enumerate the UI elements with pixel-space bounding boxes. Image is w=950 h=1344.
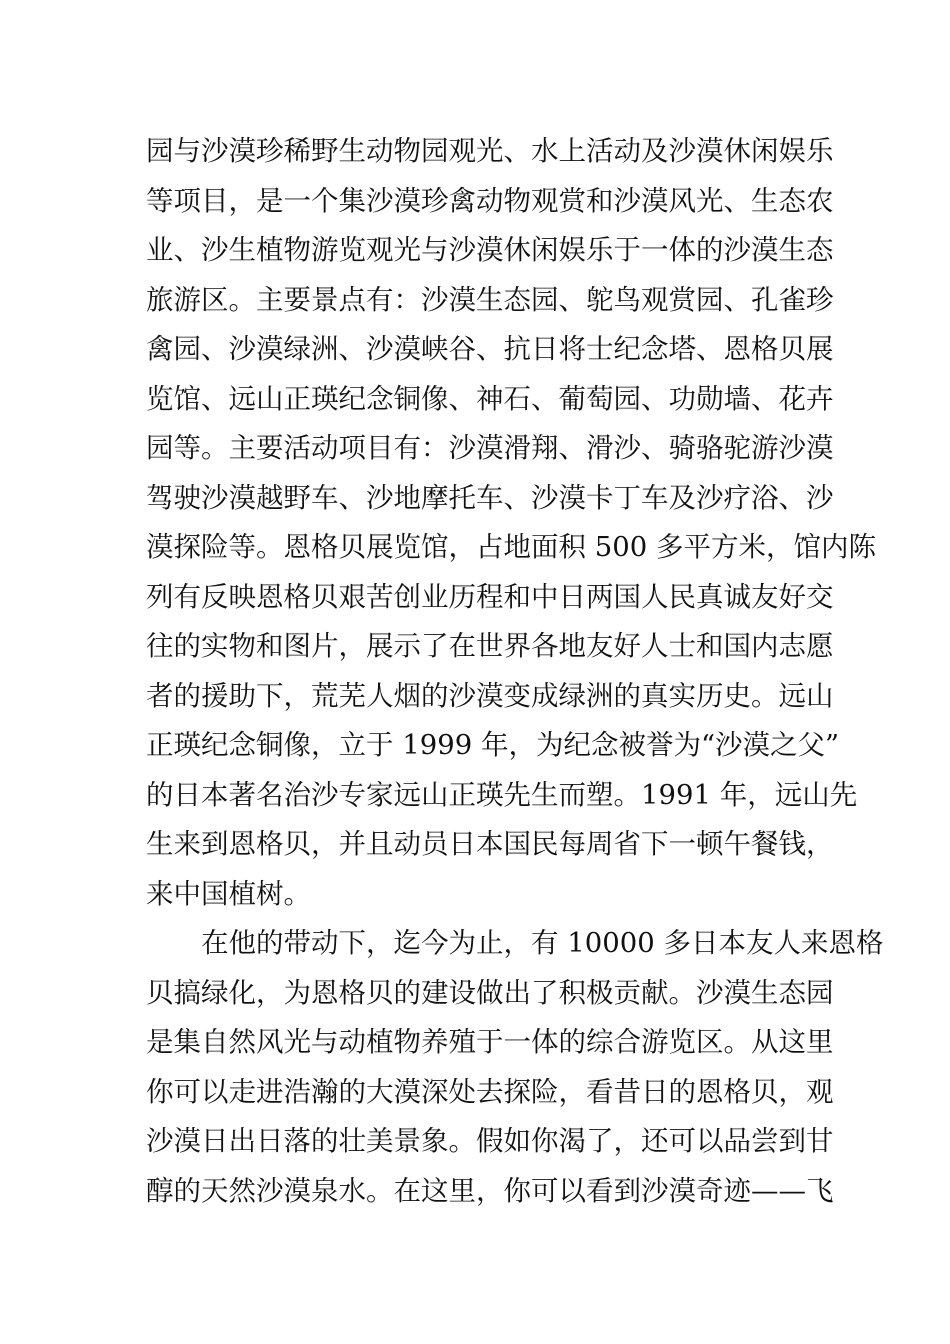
- text-line: 旅游区。主要景点有：沙漠生态园、鸵鸟观赏园、孔雀珍: [146, 283, 834, 316]
- text-line: 你可以走进浩瀚的大漠深处去探险，看昔日的恩格贝，观: [146, 1075, 834, 1108]
- paragraph-2: [146, 919, 884, 1216]
- text-line: 驾驶沙漠越野车、沙地摩托车、沙漠卡丁车及沙疗浴、沙: [146, 481, 834, 514]
- text-line: 醇的天然沙漠泉水。在这里，你可以看到沙漠奇迹——飞: [146, 1174, 834, 1207]
- text-line: 列有反映恩格贝艰苦创业历程和中日两国人民真诚友好交: [146, 580, 834, 613]
- text-line: 禽园、沙漠绿洲、沙漠峡谷、抗日将士纪念塔、恩格贝展: [146, 333, 834, 365]
- text-line: 漠探险等。恩格贝展览馆，占地面积 500 多平方米，馆内陈: [146, 531, 876, 563]
- text-line: 是集自然风光与动植物养殖于一体的综合游览区。从这里: [146, 1026, 834, 1058]
- text-line: 生来到恩格贝，并且动员日本国民每周省下一顿午餐钱，: [146, 828, 834, 860]
- text-line: 贝搞绿化，为恩格贝的建设做出了积极贡献。沙漠生态园: [146, 976, 834, 1009]
- document-body: [146, 127, 884, 1216]
- text-line: 等项目，是一个集沙漠珍禽动物观赏和沙漠风光、生态农: [146, 184, 834, 217]
- text-line: 园与沙漠珍稀野生动物园观光、水上活动及沙漠休闲娱乐: [146, 135, 834, 167]
- text-line: 沙漠日出日落的壮美景象。假如你渴了，还可以品尝到甘: [146, 1125, 834, 1157]
- text-line: 览馆、远山正瑛纪念铜像、神石、葡萄园、功勋墙、花卉: [146, 382, 834, 415]
- text-line: 在他的带动下，迄今为止，有 10000 多日本友人来恩格: [201, 927, 884, 959]
- paragraph-1: [146, 127, 876, 919]
- text-line: 往的实物和图片，展示了在世界各地友好人士和国内志愿: [146, 630, 834, 662]
- text-line: 者的援助下，荒芜人烟的沙漠变成绿洲的真实历史。远山: [146, 679, 834, 712]
- text-line: 正瑛纪念铜像，立于 1999 年，为纪念被誉为“沙漠之父”: [146, 729, 840, 761]
- text-line: 来中国植树。: [146, 877, 311, 910]
- text-line: 的日本著名治沙专家远山正瑛先生而塑。1991 年，远山先: [146, 778, 858, 811]
- text-line: 业、沙生植物游览观光与沙漠休闲娱乐于一体的沙漠生态: [146, 234, 834, 266]
- text-line: 园等。主要活动项目有：沙漠滑翔、滑沙、骑骆驼游沙漠: [146, 432, 834, 464]
